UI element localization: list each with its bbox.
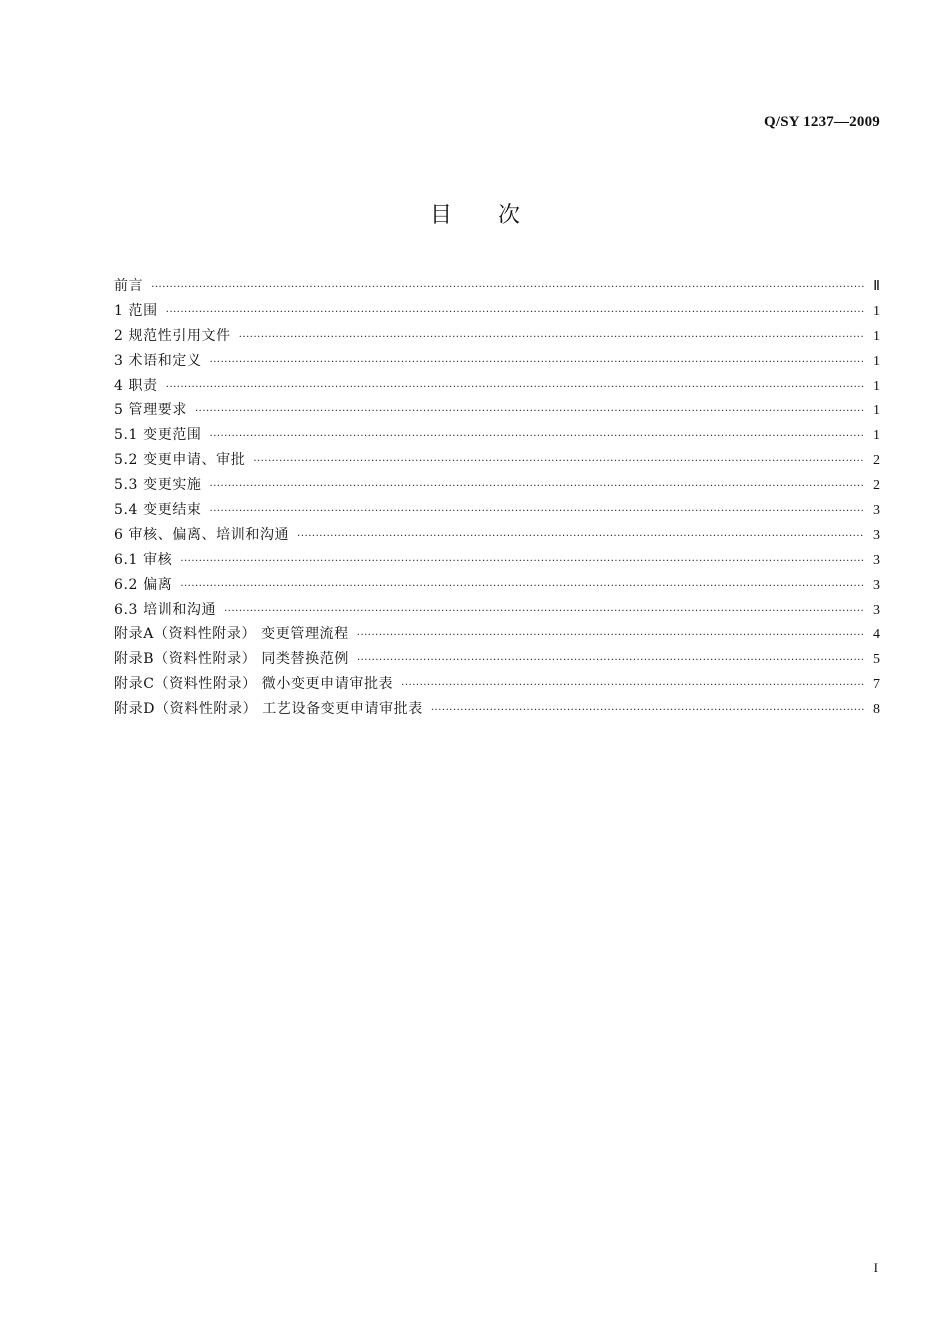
toc-dot-leader <box>166 376 864 401</box>
toc-entry-6-2[interactable] <box>114 573 880 598</box>
toc-entry-label: 6.2 偏离 <box>114 576 173 593</box>
document-code: Q/SY 1237—2009 <box>763 114 880 130</box>
toc-dot-leader <box>210 425 864 450</box>
toc-entry-label: 附录A（资料性附录） 变更管理流程 <box>114 626 349 643</box>
toc-entry-label: 附录C（资料性附录） 微小变更申请审批表 <box>114 676 394 693</box>
toc-entry-page: 3 <box>873 527 880 543</box>
toc-entry-page: Ⅱ <box>873 279 880 294</box>
toc-entry-5[interactable] <box>114 398 880 423</box>
toc-entry-label: 6 审核、偏离、培训和沟通 <box>114 526 290 543</box>
toc-dot-leader <box>431 699 864 724</box>
toc-entry-page: 1 <box>873 303 880 319</box>
toc-entry-appendix-c[interactable] <box>114 672 880 697</box>
toc-entry-label: 5 管理要求 <box>114 402 187 419</box>
toc-entry-page: 3 <box>873 552 880 568</box>
toc-entry-page: 4 <box>873 627 880 643</box>
toc-dot-leader <box>195 400 864 425</box>
toc-entry-label: 4 职责 <box>114 377 158 394</box>
toc-entry-label: 6.1 审核 <box>114 551 173 568</box>
toc-entry-label: 附录B（资料性附录） 同类替换范例 <box>114 651 349 668</box>
toc-entry-6[interactable] <box>114 523 880 548</box>
toc-dot-leader <box>357 624 864 649</box>
toc-dot-leader <box>180 575 864 600</box>
toc-entry-label: 1 范围 <box>114 302 158 319</box>
toc-entry-6-1[interactable] <box>114 548 880 573</box>
toc-entry-label: 5.1 变更范围 <box>114 427 202 444</box>
toc-entry-page: 1 <box>873 403 880 419</box>
toc-entry-appendix-b[interactable] <box>114 647 880 672</box>
toc-entry-1[interactable] <box>114 299 880 324</box>
toc-entry-5-2[interactable] <box>114 448 880 473</box>
toc-entry-page: 3 <box>873 602 880 618</box>
toc-entry-page: 8 <box>873 702 880 718</box>
toc-entry-page: 2 <box>873 478 880 494</box>
toc-entry-4[interactable] <box>114 374 880 399</box>
toc-entry-page: 7 <box>873 677 880 693</box>
toc-dot-leader <box>239 326 864 351</box>
toc-dot-leader <box>166 301 864 326</box>
toc-entry-label: 前言 <box>114 278 144 294</box>
toc-entry-5-4[interactable] <box>114 498 880 523</box>
toc-dot-leader <box>210 351 864 376</box>
toc-dot-leader <box>401 674 864 699</box>
toc-entry-page: 3 <box>873 503 880 519</box>
toc-entry-page: 1 <box>873 378 880 394</box>
page-number: I <box>873 1260 878 1275</box>
toc-entry-3[interactable] <box>114 349 880 374</box>
toc-entry-label: 2 规范性引用文件 <box>114 327 231 344</box>
toc-entry-page: 3 <box>873 577 880 593</box>
toc-entry-label: 5.3 变更实施 <box>114 477 202 494</box>
toc-dot-leader <box>151 276 864 301</box>
toc-entry-6-3[interactable] <box>114 598 880 623</box>
toc-dot-leader <box>253 450 864 475</box>
toc-entry-page: 5 <box>873 652 880 668</box>
toc-entry-page: 2 <box>873 453 880 469</box>
toc-dot-leader <box>357 649 864 674</box>
toc-entry-label: 3 术语和定义 <box>114 352 202 369</box>
toc-title: 目次 <box>429 203 566 228</box>
toc-dot-leader <box>224 600 864 625</box>
toc-entry-label: 5.4 变更结束 <box>114 502 202 519</box>
toc-entry-2[interactable] <box>114 324 880 349</box>
table-of-contents <box>114 274 880 722</box>
toc-entry-5-1[interactable] <box>114 423 880 448</box>
toc-dot-leader <box>180 550 864 575</box>
toc-dot-leader <box>297 525 864 550</box>
toc-entry-page: 1 <box>873 353 880 369</box>
toc-dot-leader <box>210 500 864 525</box>
toc-entry-label: 附录D（资料性附录） 工艺设备变更申请审批表 <box>114 701 423 718</box>
toc-entry-page: 1 <box>873 428 880 444</box>
toc-entry-foreword[interactable] <box>114 274 880 299</box>
toc-entry-5-3[interactable] <box>114 473 880 498</box>
toc-entry-appendix-a[interactable] <box>114 622 880 647</box>
toc-entry-appendix-d[interactable] <box>114 697 880 722</box>
toc-entry-label: 5.2 变更申请、审批 <box>114 452 246 469</box>
toc-entry-label: 6.3 培训和沟通 <box>114 601 217 618</box>
toc-entry-page: 1 <box>873 328 880 344</box>
toc-dot-leader <box>210 475 864 500</box>
